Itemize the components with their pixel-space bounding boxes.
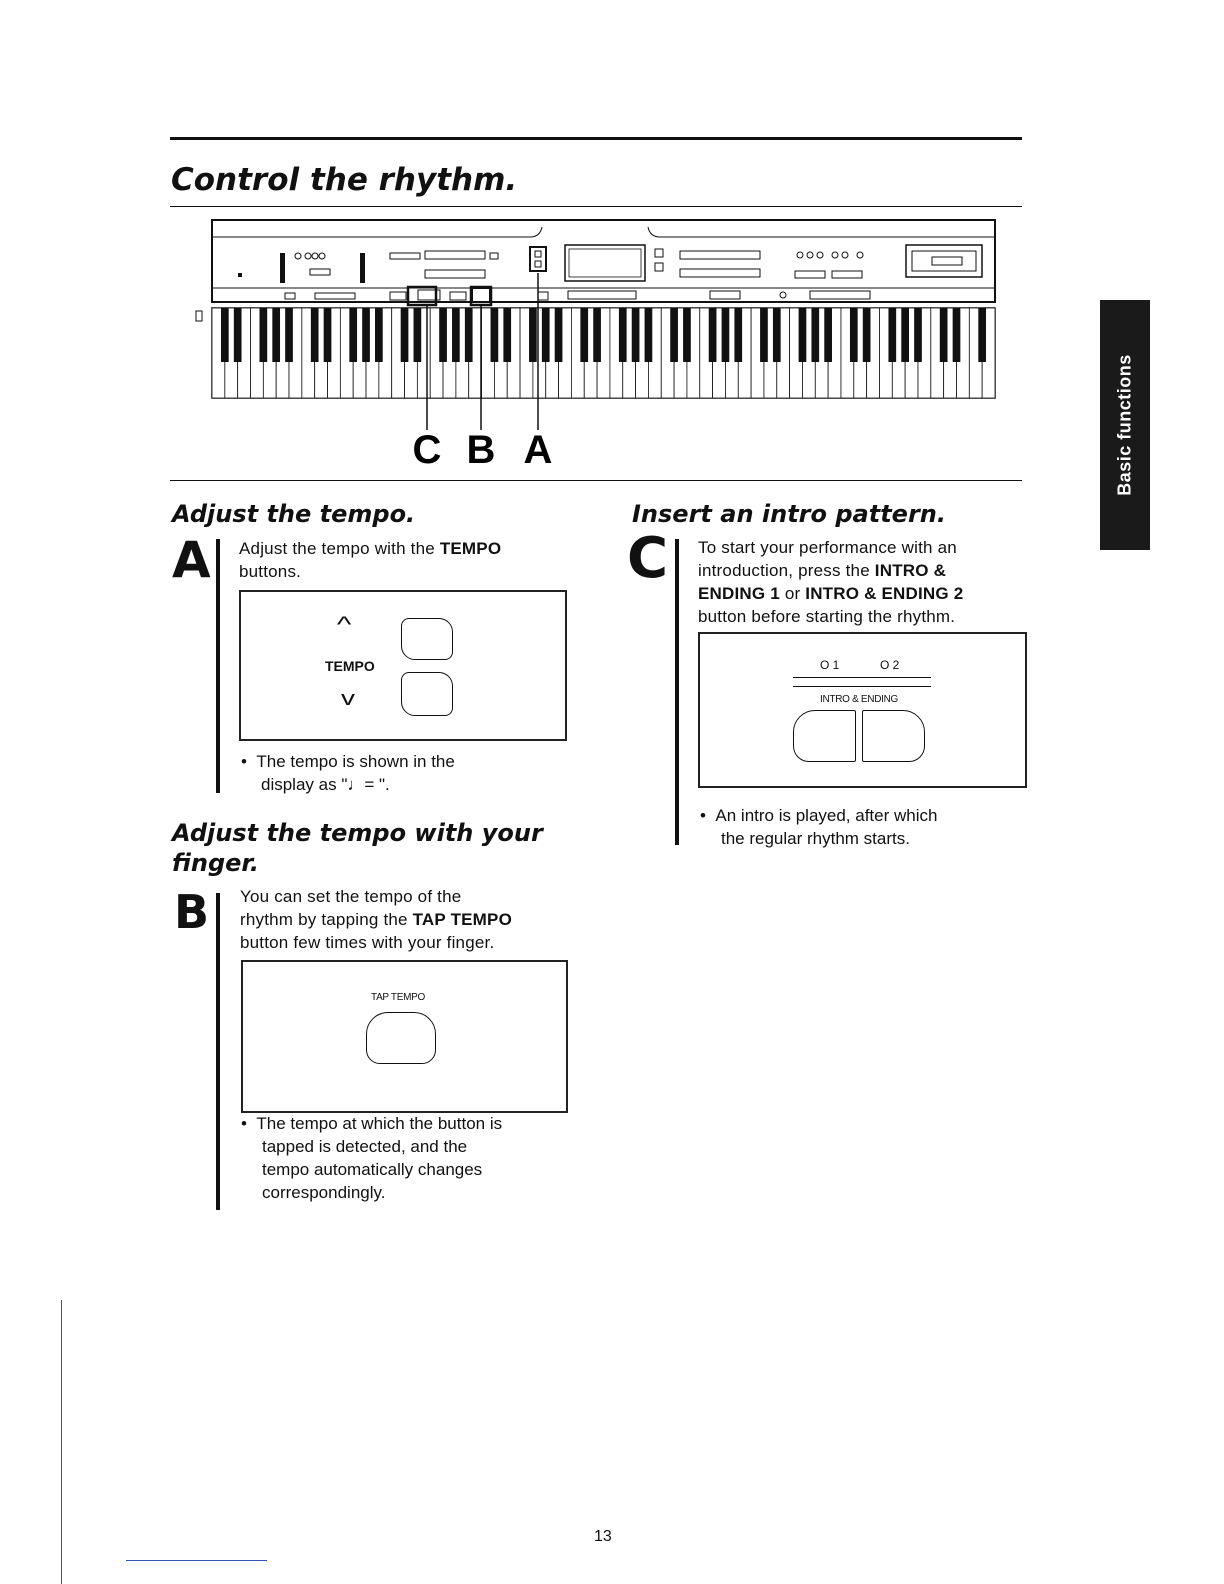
tempo-label: TEMPO <box>325 658 375 674</box>
black-key <box>324 308 332 362</box>
section-letter-b: B <box>174 885 210 939</box>
callout-a: A <box>523 428 553 472</box>
black-key <box>234 308 242 362</box>
tap-tempo-button[interactable] <box>366 1012 436 1064</box>
title-underline <box>170 206 1022 207</box>
black-key <box>349 308 357 362</box>
black-key <box>632 308 640 362</box>
black-key <box>773 308 781 362</box>
tap-heading: Adjust the tempo with your finger. <box>172 819 543 877</box>
tempo-panel <box>239 590 567 741</box>
black-key <box>414 308 422 362</box>
black-key <box>888 308 896 362</box>
bottom-underline <box>126 1560 267 1561</box>
top-rule <box>170 137 1022 140</box>
page-number: 13 <box>594 1528 612 1545</box>
black-key <box>734 308 742 362</box>
intro-panel-rule-top <box>793 677 931 678</box>
intro-ending-1-button[interactable] <box>793 710 856 762</box>
black-key <box>670 308 678 362</box>
black-key <box>401 308 409 362</box>
intro-panel-rule-bottom <box>793 686 931 687</box>
black-key <box>465 308 473 362</box>
section-bar-a <box>216 539 220 793</box>
tap-bullet: • The tempo at which the button is tapped is detected, and the tempo automatically changes correspondingly. <box>241 1114 503 1202</box>
intro-heading: Insert an intro pattern. <box>632 500 946 528</box>
intro-ending-label: INTRO & ENDING <box>820 694 899 705</box>
tap-instruction: You can set the tempo of the rhythm by tapping the TAP TEMPO button few times with your finger. <box>240 887 513 952</box>
tempo-down-button[interactable] <box>401 672 453 716</box>
intro-ending-panel <box>698 632 1027 788</box>
tap-tempo-panel <box>241 960 568 1113</box>
intro-ending-2-button[interactable] <box>862 710 925 762</box>
black-key <box>683 308 691 362</box>
section-letter-c: C <box>627 526 669 591</box>
black-key <box>953 308 961 362</box>
callout-b: B <box>466 428 496 472</box>
section-tab-label: Basic functions <box>1114 354 1135 496</box>
tempo-up-button[interactable] <box>401 618 453 660</box>
black-key <box>272 308 280 362</box>
intro-led-2: O 2 <box>880 658 900 672</box>
piano-keys <box>212 308 995 398</box>
callout-c: C <box>412 428 442 472</box>
section-bar-b <box>216 893 220 1210</box>
black-key <box>760 308 768 362</box>
black-key <box>375 308 383 362</box>
black-key <box>439 308 447 362</box>
black-key <box>811 308 819 362</box>
black-key <box>799 308 807 362</box>
black-key <box>580 308 588 362</box>
black-key <box>503 308 511 362</box>
keyboard-illustration <box>190 215 1010 475</box>
black-key <box>645 308 653 362</box>
intro-instruction: To start your performance with an introduction, press the INTRO & ENDING 1 or INTRO & ENDING 2 button before starting the rhythm. <box>698 538 964 626</box>
tempo-up-icon: ^ <box>336 612 352 637</box>
black-key <box>940 308 948 362</box>
left-margin-line <box>61 1300 62 1584</box>
black-key <box>285 308 293 362</box>
black-key <box>362 308 370 362</box>
keyboard-diagram <box>190 215 1010 475</box>
page-title: Control the rhythm. <box>171 162 518 198</box>
black-key <box>529 308 537 362</box>
intro-led-1: O 1 <box>820 658 840 672</box>
black-key <box>221 308 229 362</box>
tap-tempo-label: TAP TEMPO <box>371 992 425 1003</box>
black-key <box>593 308 601 362</box>
black-key <box>722 308 730 362</box>
tempo-bullet: • The tempo is shown in the display as "♩= ". <box>241 752 455 794</box>
section-bar-c <box>675 539 679 845</box>
black-key <box>850 308 858 362</box>
black-key <box>542 308 550 362</box>
black-key <box>619 308 627 362</box>
intro-bullet: • An intro is played, after which the regular rhythm starts. <box>700 806 938 848</box>
black-key <box>259 308 267 362</box>
black-key <box>914 308 922 362</box>
black-key <box>901 308 909 362</box>
section-tab <box>1100 300 1150 550</box>
black-key <box>824 308 832 362</box>
black-key <box>452 308 460 362</box>
black-key <box>709 308 717 362</box>
black-key <box>491 308 499 362</box>
tempo-heading: Adjust the tempo. <box>172 500 416 528</box>
black-key <box>311 308 319 362</box>
black-key <box>555 308 563 362</box>
tempo-instruction: Adjust the tempo with the TEMPO buttons. <box>239 539 502 581</box>
black-key <box>978 308 986 362</box>
tempo-down-icon: v <box>341 688 355 710</box>
section-letter-a: A <box>172 531 211 589</box>
section-rule <box>170 480 1022 481</box>
black-key <box>863 308 871 362</box>
